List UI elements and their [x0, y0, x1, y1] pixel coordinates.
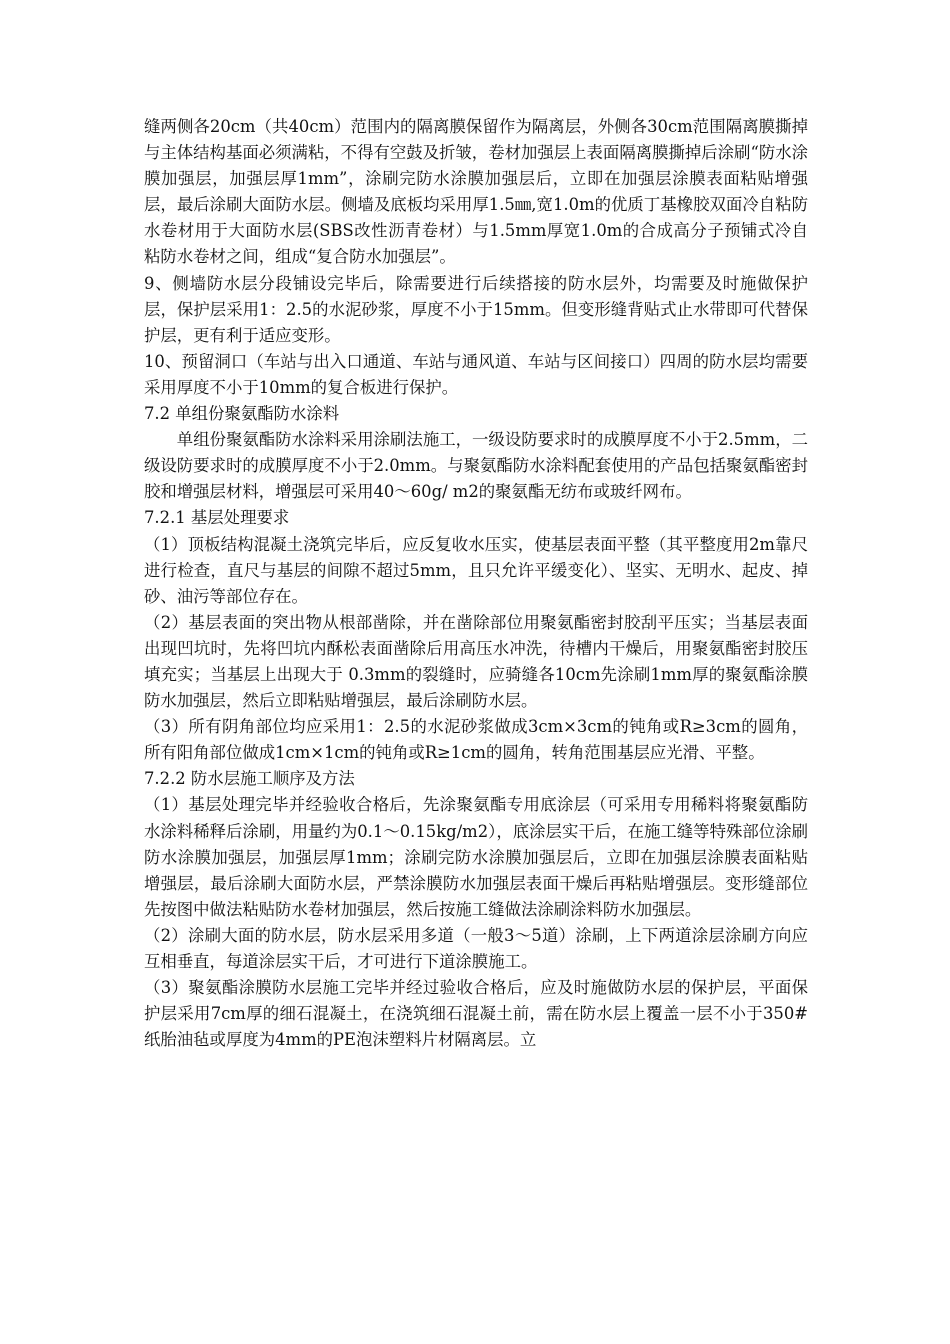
paragraph-7-2-1-item-2: （2）基层表面的突出物从根部凿除，并在凿除部位用聚氨酯密封胶刮平压实；当基层表面出现凹坑时，先将凹坑内酥松表面凿除后用高压水冲洗，待槽内干燥后，用聚氨酯密封胶压填充实；当基层上出现大于 0.3mm的裂缝时，应骑缝各10cm先涂刷1mm厚的聚氨酯涂膜防水加强层，然后立即粘贴增强层，最后涂刷防水层。	[144, 612, 808, 711]
document-page	[144, 114, 808, 1053]
paragraph-7-2-body: 单组份聚氨酯防水涂料采用涂刷法施工，一级设防要求时的成膜厚度不小于2.5mm，二级设防要求时的成膜厚度不小于2.0mm。与聚氨酯防水涂料配套使用的产品包括聚氨酯密封胶和增强层材料，增强层可采用40～60g/ m2的聚氨酯无纺布或玻纤网布。	[144, 430, 808, 502]
section-heading-7-2-2: 7.2.2 防水层施工顺序及方法	[144, 769, 355, 789]
paragraph-item-10: 10、预留洞口（车站与出入口通道、车站与通风道、车站与区间接口）四周的防水层均需要采用厚度不小于10mm的复合板进行保护。	[144, 351, 808, 397]
paragraph-item-9: 9、侧墙防水层分段铺设完毕后，除需要进行后续搭接的防水层外，均需要及时施做保护层，保护层采用1：2.5的水泥砂浆，厚度不小于15mm。但变形缝背贴式止水带即可代替保护层，更有利于适应变形。	[144, 273, 808, 345]
section-heading-7-2: 7.2 单组份聚氨酯防水涂料	[144, 404, 340, 424]
section-heading-7-2-1: 7.2.1 基层处理要求	[144, 508, 290, 528]
paragraph-7-2-2-item-3: （3）聚氨酯涂膜防水层施工完毕并经过验收合格后，应及时施做防水层的保护层，平面保护层采用7cm厚的细石混凝土，在浇筑细石混凝土前，需在防水层上覆盖一层不小于350#纸胎油毡或厚度为4mm的PE泡沫塑料片材隔离层。立	[144, 978, 808, 1050]
paragraph-7-2-2-item-2: （2）涂刷大面的防水层，防水层采用多道（一般3～5道）涂刷，上下两道涂层涂刷方向应互相垂直，每道涂层实干后，才可进行下道涂膜施工。	[144, 925, 808, 971]
paragraph-intro-continuation: 缝两侧各20cm（共40cm）范围内的隔离膜保留作为隔离层，外侧各30cm范围隔离膜撕掉与主体结构基面必须满粘，不得有空鼓及折皱，卷材加强层上表面隔离膜撕掉后涂刷“防水涂膜加强层，加强层厚1mm”，涂刷完防水涂膜加强层后，立即在加强层涂膜表面粘贴增强层，最后涂刷大面防水层。侧墙及底板均采用厚1.5㎜,宽1.0m的优质丁基橡胶双面冷自粘防水卷材用于大面防水层(SBS改性沥青卷材）与1.5mm厚宽1.0m的合成高分子预铺式冷自粘防水卷材之间，组成“复合防水加强层”。	[144, 117, 809, 267]
paragraph-7-2-2-item-1: （1）基层处理完毕并经验收合格后，先涂聚氨酯专用底涂层（可采用专用稀料将聚氨酯防水涂料稀释后涂刷，用量约为0.1～0.15kg/m2），底涂层实干后，在施工缝等特殊部位涂刷防水涂膜加强层，加强层厚1mm；涂刷完防水涂膜加强层后，立即在加强层涂膜表面粘贴增强层，最后涂刷大面防水层，严禁涂膜防水加强层表面干燥后再粘贴增强层。变形缝部位先按图中做法粘贴防水卷材加强层，然后按施工缝做法涂刷涂料防水加强层。	[144, 795, 808, 919]
paragraph-7-2-1-item-1: （1）顶板结构混凝土浇筑完毕后，应反复收水压实，使基层表面平整（其平整度用2m靠尺进行检查，直尺与基层的间隙不超过5mm，且只允许平缓变化）、坚实、无明水、起皮、掉砂、油污等部位存在。	[144, 534, 808, 606]
paragraph-7-2-1-item-3: （3）所有阴角部位均应采用1：2.5的水泥砂浆做成3cm×3cm的钝角或R≥3cm的圆角，所有阳角部位做成1cm×1cm的钝角或R≥1cm的圆角，转角范围基层应光滑、平整。	[144, 717, 808, 763]
